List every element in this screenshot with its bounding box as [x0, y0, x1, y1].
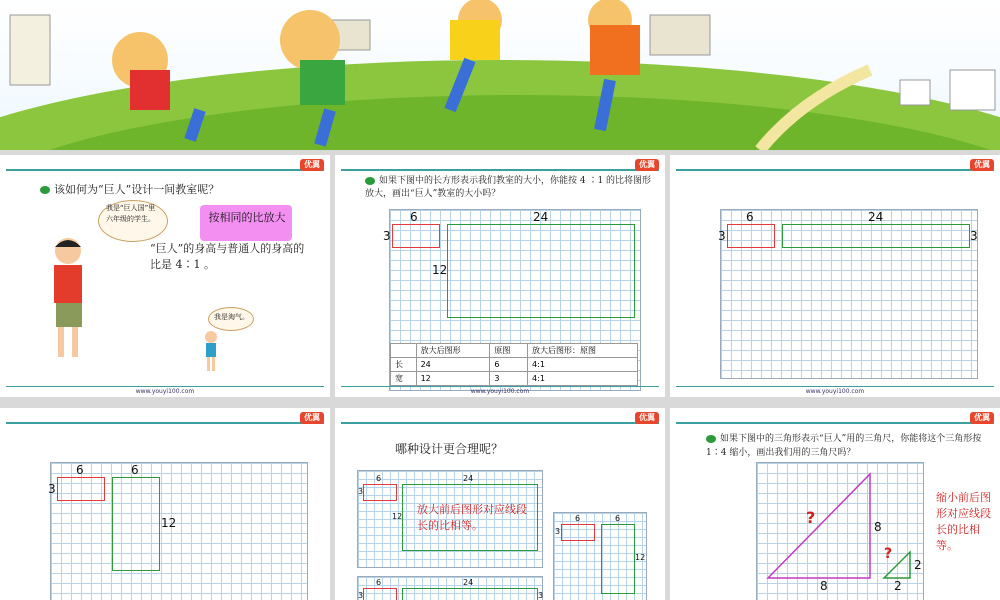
original-rectangle [363, 484, 397, 501]
slide-header-line [341, 169, 659, 171]
slide-header-line [6, 169, 324, 171]
slide-1 [0, 155, 330, 397]
table-header-row [391, 344, 638, 358]
small-height-label: 3 [358, 591, 364, 600]
slide-5 [335, 408, 665, 600]
brand-logo: 优翼 [635, 412, 659, 424]
ratio-statement: “巨人”的身高与普通人的身高的比是 4∶1 。 [150, 242, 305, 271]
comparison-table [390, 343, 638, 386]
big-width-label: 6 [131, 463, 139, 477]
big-height-label: 12 [635, 553, 646, 562]
question-mark: ? [806, 508, 816, 527]
slide-header-line [6, 422, 324, 424]
small-height-label: 3 [555, 527, 561, 536]
table-cell: 原图 [490, 344, 528, 358]
table-cell: 长 [391, 358, 417, 372]
original-rectangle [363, 588, 397, 600]
slide-question: 该如何为“巨人”设计一间教室呢？ [40, 181, 219, 197]
brand-logo: 优翼 [970, 159, 994, 171]
small-horizontal-leg-label: 2 [894, 579, 902, 593]
big-vertical-leg-label: 8 [874, 520, 882, 534]
big-triangle [768, 474, 870, 578]
big-height-label: 3 [970, 229, 978, 243]
table-cell: 4:1 [528, 372, 638, 386]
small-height-label: 3 [718, 229, 726, 243]
bullet-icon [365, 177, 375, 185]
brand-logo: 优翼 [300, 412, 324, 424]
big-height-label: 3 [538, 591, 544, 600]
small-width-label: 6 [376, 474, 382, 483]
bullet-icon [706, 435, 716, 443]
small-vertical-leg-label: 2 [914, 558, 922, 572]
brand-logo: 优翼 [970, 412, 994, 424]
proportion-note: 放大前后图形对应线段长的比相等。 [417, 503, 527, 532]
table-cell: 24 [416, 358, 490, 372]
slide-6 [670, 408, 1000, 600]
small-width-label: 6 [575, 514, 581, 523]
bullet-icon [40, 186, 50, 194]
footer-url: www.youyi100.com [470, 388, 530, 395]
table-cell: 4:1 [528, 358, 638, 372]
small-width-label: 6 [746, 210, 754, 224]
footer-url: www.youyi100.com [135, 388, 195, 395]
slide-4 [0, 408, 330, 600]
slide-header-line [341, 422, 659, 424]
slide-2 [335, 155, 665, 397]
slide-question: 如果下图中的三角形表示“巨人”用的三角尺，你能将这个三角形按 1∶4 缩小，画出我们用的三角尺吗？ [706, 434, 982, 458]
slide-3 [670, 155, 1000, 397]
stretched-rectangle [112, 477, 160, 571]
enlarged-rectangle [447, 224, 635, 318]
slide-header-line [676, 422, 994, 424]
small-height-label: 3 [48, 482, 56, 496]
slide-question: 如果下图中的长方形表示我们教室的大小，你能按 4 ∶1 的比将图形放大，画出“巨人”教室的大小吗？ [365, 176, 652, 199]
big-height-label: 12 [392, 512, 403, 521]
original-rectangle [561, 524, 595, 541]
stretched-rectangle [402, 588, 538, 600]
boy-character [40, 235, 100, 365]
big-horizontal-leg-label: 8 [820, 579, 828, 593]
table-cell: 放大后图形：原图 [528, 344, 638, 358]
brand-logo: 优翼 [300, 159, 324, 171]
table-row [391, 358, 638, 372]
bubble-text: 我是淘气。 [214, 313, 249, 321]
table-cell [391, 344, 417, 358]
slide-header-line [676, 169, 994, 171]
slide-footer-line [341, 386, 659, 387]
footer-url: www.youyi100.com [805, 388, 865, 395]
small-width-label: 6 [410, 210, 418, 224]
highlight-text: 按相同的比放大 [208, 211, 286, 224]
table-cell: 6 [490, 358, 528, 372]
table-cell: 宽 [391, 372, 417, 386]
brand-logo: 优翼 [635, 159, 659, 171]
table-row [391, 372, 638, 386]
big-width-label: 24 [463, 578, 474, 587]
small-width-label: 6 [76, 463, 84, 477]
table-cell: 12 [416, 372, 490, 386]
stretched-rectangle [782, 224, 970, 248]
bubble-text: 我是“巨人国”里六年级的学生。 [106, 204, 156, 223]
table-cell: 放大后图形 [416, 344, 490, 358]
small-child-character [200, 330, 222, 375]
original-rectangle [392, 224, 440, 248]
big-height-label: 12 [432, 263, 448, 277]
big-width-label: 24 [463, 474, 474, 483]
slide-question: 哪种设计更合理呢？ [395, 442, 504, 456]
table-cell: 3 [490, 372, 528, 386]
kids-running-illustration [0, 0, 1000, 150]
slide-footer-line [676, 386, 994, 387]
big-width-label: 6 [615, 514, 621, 523]
small-height-label: 3 [383, 229, 391, 243]
original-rectangle [727, 224, 775, 248]
proportion-note: 缩小前后图形对应线段长的比相等。 [936, 491, 991, 552]
big-width-label: 24 [868, 210, 884, 224]
big-width-label: 24 [533, 210, 549, 224]
stretched-rectangle [601, 524, 635, 594]
original-rectangle [57, 477, 105, 501]
big-height-label: 12 [161, 516, 177, 530]
banner-illustration [0, 0, 1000, 150]
small-width-label: 6 [376, 578, 382, 587]
slide-footer-line [6, 386, 324, 387]
question-mark: ? [884, 546, 893, 562]
small-height-label: 3 [358, 487, 364, 496]
